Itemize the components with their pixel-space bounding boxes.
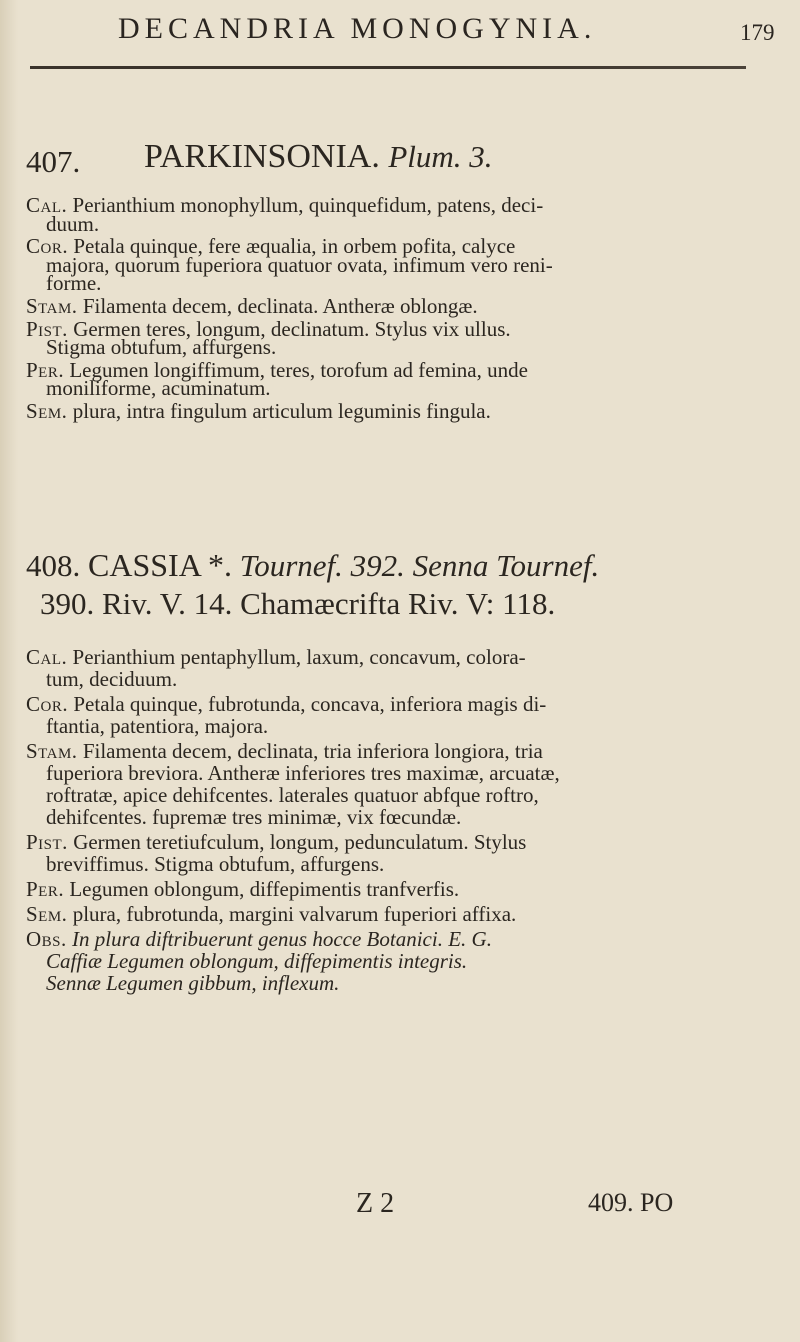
entry-sem — [26, 398, 766, 423]
entry-text: Legumen longiffimum, teres, torofum ad femina, unde — [69, 357, 528, 382]
genus-heading — [26, 546, 766, 630]
entry-stam — [26, 740, 766, 828]
entry-sem — [26, 903, 766, 925]
entry-text: Perianthium pentaphyllum, laxum, concavum, colora- — [72, 645, 526, 669]
entry-text: Filamenta decem, declinata, tria inferiora longiora, tria — [82, 739, 543, 763]
entry-text: plura, fubrotunda, margini valvarum fuperiori affixa. — [72, 902, 517, 926]
entry-per — [26, 878, 766, 900]
entry-text: majora, quorum fuperiora quatuor ovata, infimum vero reni- — [46, 252, 553, 277]
header-rule — [30, 66, 746, 69]
catchword: 409. PO — [588, 1188, 674, 1217]
page-number: 179 — [740, 20, 775, 45]
entry-label: Stam. — [26, 739, 78, 763]
entry-label: Cor. — [26, 234, 69, 259]
entry-per — [26, 357, 766, 401]
genus-name — [144, 138, 493, 176]
genus-heading — [26, 138, 766, 198]
entry-text: Legumen oblongum, diffepimentis tranfverfis. — [69, 877, 460, 901]
entry-label: Cal. — [26, 193, 68, 217]
genus-authority: Tournef. 392. Senna Tournef. — [239, 548, 600, 583]
genus-number: 407. — [26, 144, 81, 179]
genus-heading-line — [26, 546, 766, 585]
entry-text: roftratæ, apice dehifcentes. laterales quatuor abfque roftro, — [46, 783, 539, 807]
entry-text: dehifcentes. fupremæ tres minimæ, vix fœcundæ. — [46, 805, 462, 829]
entry-text: ftantia, patentiora, majora. — [46, 714, 269, 738]
entry-text: In plura diftribuerunt genus hocce Botanici. E. G. — [72, 927, 492, 951]
entry-text: plura, intra fingulum articulum leguminis fingula. — [72, 398, 491, 423]
entry-label: Per. — [26, 877, 65, 901]
genus-name: CASSIA *. — [88, 547, 233, 583]
entry-label: Cor. — [26, 692, 69, 716]
entry-stam — [26, 293, 766, 318]
description — [26, 193, 766, 423]
page-footer — [0, 1188, 800, 1228]
running-head-title: DECANDRIA MONOGYNIA. — [118, 12, 597, 45]
entry-label: Per. — [26, 357, 65, 382]
entry-text: Caffiæ Legumen oblongum, diffepimentis integris. — [46, 949, 468, 973]
genus-407 — [26, 138, 766, 425]
entry-text: Germen teretiufculum, longum, pedunculatum. Stylus — [73, 830, 527, 854]
entry-pist — [26, 831, 766, 875]
entry-text: Perianthium monophyllum, quinquefidum, patens, deci- — [72, 193, 544, 217]
entry-label: Sem. — [26, 902, 68, 926]
entry-pist — [26, 316, 766, 360]
running-head — [0, 8, 800, 52]
entry-text: Stigma obtufum, affurgens. — [46, 335, 277, 360]
entry-cor — [26, 693, 766, 737]
genus-number: 408. — [26, 548, 81, 583]
entry-label: Pist. — [26, 830, 68, 854]
entry-text: Filamenta decem, declinata. Antheræ oblongæ. — [82, 293, 478, 318]
entry-label: Cal. — [26, 645, 68, 669]
page-edge-shadow — [0, 0, 18, 1342]
entry-text: breviffimus. Stigma obtufum, affurgens. — [46, 852, 385, 876]
entry-text: Germen teres, longum, declinatum. Stylus vix ullus. — [73, 316, 511, 341]
entry-obs — [26, 928, 766, 994]
entry-text: tum, deciduum. — [46, 667, 178, 691]
entry-label: Pist. — [26, 316, 68, 341]
entry-text: fuperiora breviora. Antheræ inferiores tres maximæ, arcuatæ, — [46, 761, 560, 785]
entry-text: duum. — [46, 211, 100, 236]
signature-mark: Z 2 — [356, 1188, 395, 1219]
entry-label: Obs. — [26, 927, 67, 951]
entry-text: Petala quinque, fubrotunda, concava, inferiora magis di- — [73, 692, 547, 716]
genus-authority: Plum. 3. — [388, 139, 493, 174]
entry-cal — [26, 646, 766, 690]
entry-text: forme. — [46, 271, 102, 296]
genus-408 — [26, 546, 766, 997]
genus-name-text: PARKINSONIA. — [144, 138, 380, 175]
entry-cor — [26, 234, 766, 296]
entry-cal — [26, 193, 766, 236]
entry-text: Petala quinque, fere æqualia, in orbem pofita, calyce — [73, 234, 516, 259]
entry-label: Sem. — [26, 398, 68, 423]
entry-text: moniliforme, acuminatum. — [46, 376, 271, 401]
entry-text: Sennæ Legumen gibbum, inflexum. — [46, 971, 340, 995]
description — [26, 646, 766, 994]
genus-authority-line: 390. Riv. V. 14. Chamæcrifta Riv. V: 118. — [40, 586, 556, 621]
entry-label: Stam. — [26, 293, 78, 318]
